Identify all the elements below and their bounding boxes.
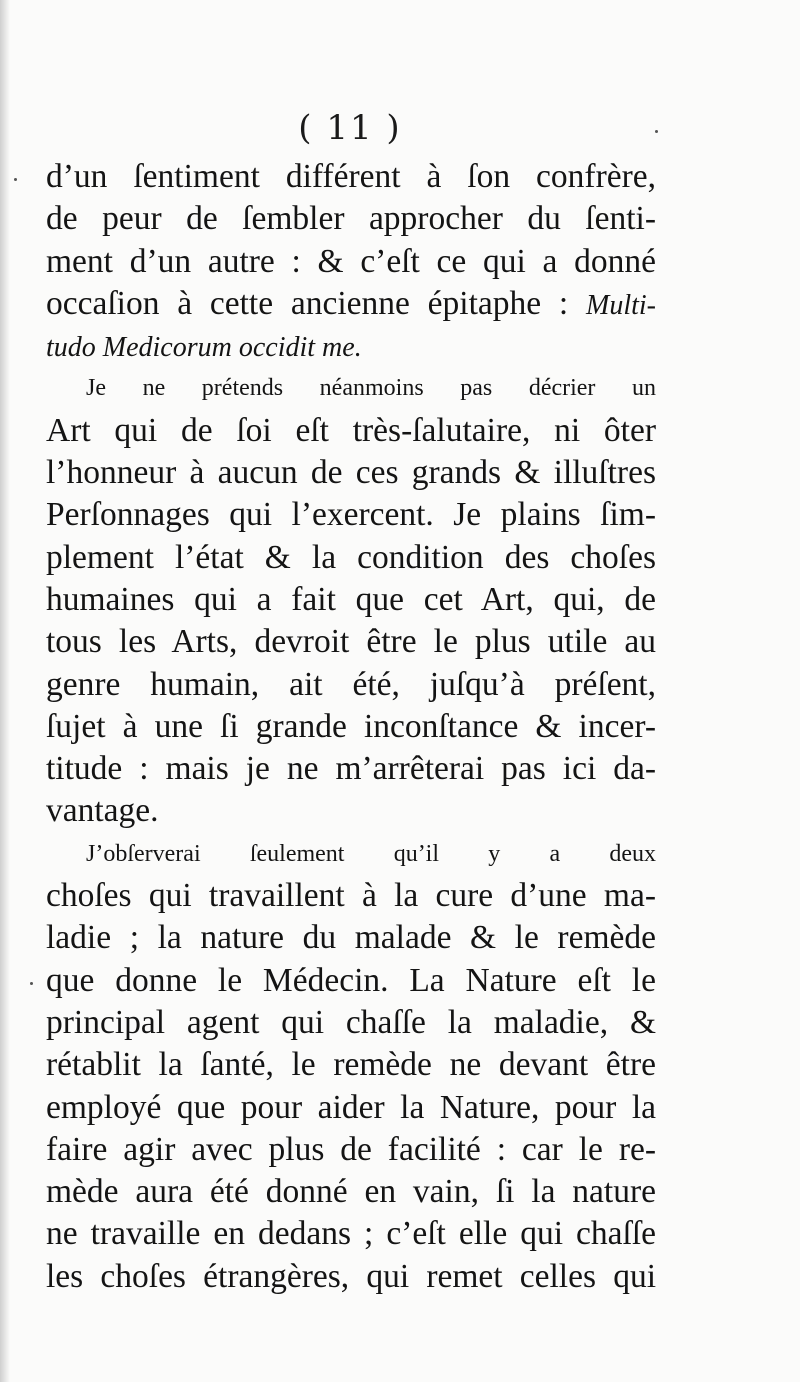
text-line: mède aura été donné en vain, ſi la nature bbox=[46, 1173, 656, 1211]
text-line: ladie ; la nature du malade & le remède bbox=[46, 919, 656, 957]
text-line: Art qui de ſoi eſt très-ſalutaire, ni ôter bbox=[46, 411, 656, 449]
text-line: titude : mais je ne m’arrêterai pas ici da- bbox=[46, 750, 656, 788]
text-line: que donne le Médecin. La Nature eſt le bbox=[46, 961, 656, 999]
text-line: rétablit la ſanté, le remède ne devant être bbox=[46, 1046, 656, 1084]
text-line: faire agir avec plus de facilité : car le re- bbox=[46, 1130, 656, 1168]
text-line: plement l’état & la condition des choſes bbox=[46, 538, 656, 576]
italic-quote: tudo Medicorum occidit me. bbox=[46, 332, 362, 364]
ink-speck bbox=[655, 130, 658, 133]
text-line: Perſonnages qui l’exercent. Je plains ſim- bbox=[46, 496, 656, 534]
page-number: ( 11 ) bbox=[298, 108, 402, 148]
body-text bbox=[46, 156, 656, 1298]
italic-quote: Multi- bbox=[586, 289, 656, 321]
text-line: tous les Arts, devroit être le plus utile au bbox=[46, 623, 656, 661]
text-line: genre humain, ait été, juſqu’à préſent, bbox=[46, 665, 656, 703]
text-line: ne travaille en dedans ; c’eſt elle qui chaſſe bbox=[46, 1215, 656, 1253]
text-line: occaſion à cette ancienne épitaphe : Multi- bbox=[46, 284, 656, 322]
ink-speck bbox=[14, 178, 17, 181]
text-line: les choſes étrangères, qui remet celles qui bbox=[46, 1257, 656, 1295]
text-line: employé que pour aider la Nature, pour la bbox=[46, 1088, 656, 1126]
text-line: choſes qui travaillent à la cure d’une ma- bbox=[46, 877, 656, 915]
paragraph-start-line: J’obſerverai ſeulement qu’il y a deux bbox=[86, 840, 656, 867]
text-line: l’honneur à aucun de ces grands & illuſtres bbox=[46, 454, 656, 492]
page-edge-shadow bbox=[0, 0, 10, 1382]
text-line: de peur de ſembler approcher du ſenti- bbox=[46, 200, 656, 238]
paragraph-start-line: Je ne prétends néanmoins pas décrier un bbox=[86, 375, 656, 402]
text-line: humaines qui a fait que cet Art, qui, de bbox=[46, 580, 656, 618]
text-line bbox=[46, 325, 656, 367]
text-line: d’un ſentiment différent à ſon confrère, bbox=[46, 158, 656, 195]
text-line: ſujet à une ſi grande inconſtance & incer- bbox=[46, 707, 656, 745]
text-line: ment d’un autre : & c’eſt ce qui a donné bbox=[46, 242, 656, 280]
ink-speck bbox=[30, 982, 33, 985]
text-line: vantage. bbox=[46, 792, 159, 830]
text-line: principal agent qui chaſſe la maladie, & bbox=[46, 1003, 656, 1041]
